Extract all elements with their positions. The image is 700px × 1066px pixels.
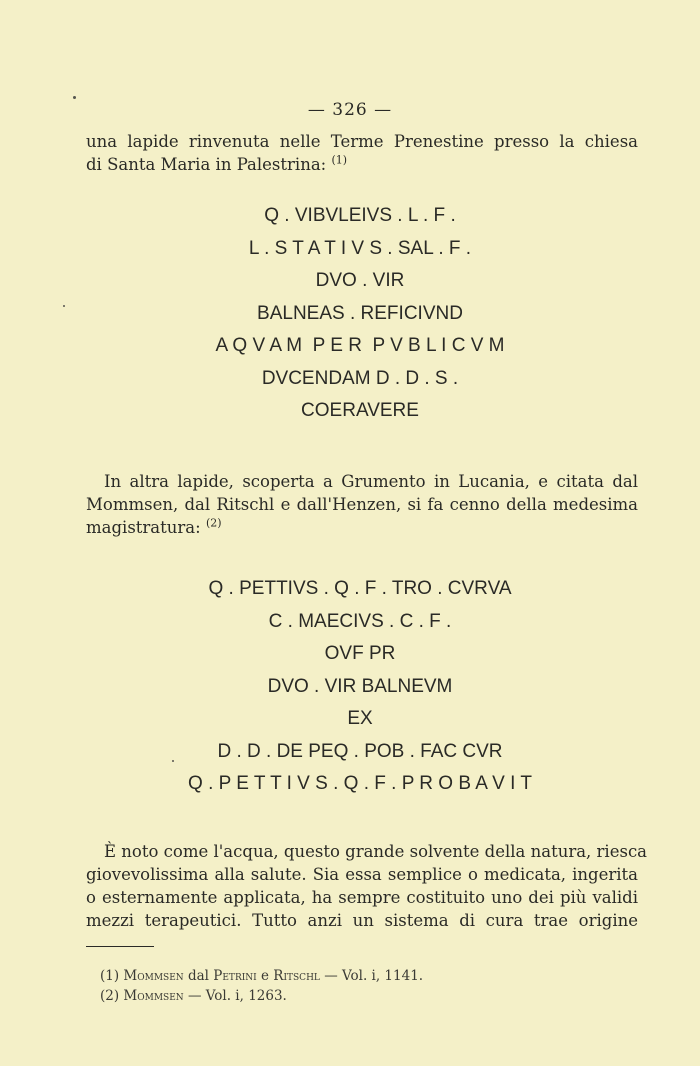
inscription-line: DVO . VIR BALNEVM bbox=[267, 675, 453, 697]
inscription-line: L . S T A T I V S . SAL . F . bbox=[248, 237, 472, 259]
footnote-text: — Vol. i, 1141. bbox=[324, 968, 424, 984]
text-line: Mommsen, dal Ritschl e dall'Henzen, si fa cenno della medesima bbox=[86, 495, 638, 514]
footnote-author: Petrini bbox=[213, 968, 257, 984]
text-line bbox=[86, 153, 638, 176]
inscription-line: D . D . DE PEQ . POB . FAC CVR bbox=[217, 740, 503, 762]
footnote-text: e bbox=[261, 968, 269, 984]
inscription-line: BALNEAS . REFICIVND bbox=[257, 302, 463, 324]
text-line-content: di Santa Maria in Palestrina: bbox=[86, 155, 327, 174]
inscription-line: OVF PR bbox=[324, 643, 396, 664]
inscription-line: Q . PETTIVS . Q . F . TRO . CVRVA bbox=[208, 578, 512, 599]
footnote-divider bbox=[86, 946, 154, 947]
text-line: In altra lapide, scoperta a Grumento in Lucania, e citata dal bbox=[104, 472, 638, 491]
paragraph-water bbox=[86, 840, 648, 932]
footnote-number: (1) bbox=[100, 968, 120, 984]
scan-speck bbox=[73, 96, 76, 99]
inscription-line: Q . VIBVLEIVS . L . F . bbox=[264, 205, 456, 226]
inscription-line: Q . P E T T I V S . Q . F . P R O B A V I T bbox=[188, 773, 532, 794]
footnote-number: (2) bbox=[100, 988, 120, 1004]
inscription-line: DVCENDAM D . D . S . bbox=[261, 367, 459, 389]
inscription-line: C . MAECIVS . C . F . bbox=[268, 610, 452, 632]
inscription-line: COERAVERE bbox=[301, 400, 419, 421]
footnote-1 bbox=[100, 966, 423, 986]
footnote-2 bbox=[100, 986, 423, 1006]
inscription-line: DVO . VIR bbox=[315, 270, 405, 291]
paragraph-grumento bbox=[86, 470, 638, 539]
inscription-grumento bbox=[0, 573, 700, 801]
text-line: o esternamente applicata, ha sempre costituito uno dei più validi bbox=[86, 888, 638, 907]
footnote-ref-1[interactable]: (1) bbox=[331, 153, 348, 167]
inscription-line: A Q V A M P E R P V B L I C V M bbox=[215, 335, 505, 356]
text-line bbox=[86, 516, 638, 539]
text-line: mezzi terapeutici. Tutto anzi un sistema di cura trae origine bbox=[86, 911, 638, 930]
footnote-ref-2[interactable]: (2) bbox=[205, 516, 222, 530]
footnote-text: dal bbox=[187, 968, 209, 984]
page-number: — 326 — bbox=[307, 100, 393, 120]
text-line-content: magistratura: bbox=[86, 518, 201, 537]
inscription-prenestine bbox=[0, 200, 700, 428]
footnote-author: Ritschl bbox=[273, 968, 320, 984]
footnote-author: Mommsen bbox=[123, 988, 184, 1004]
text-line: una lapide rinvenuta nelle Terme Prenestine presso la chiesa bbox=[86, 132, 638, 151]
footnote-author: Mommsen bbox=[123, 968, 184, 984]
text-line: giovevolissima alla salute. Sia essa semplice o medicata, ingerita bbox=[86, 865, 638, 884]
footnote-text: — Vol. i, 1263. bbox=[187, 988, 287, 1004]
inscription-line: EX bbox=[347, 708, 373, 729]
text-line: È noto come l'acqua, questo grande solvente della natura, riesca bbox=[104, 842, 648, 861]
footnotes bbox=[100, 966, 423, 1006]
paragraph-intro bbox=[86, 130, 638, 176]
